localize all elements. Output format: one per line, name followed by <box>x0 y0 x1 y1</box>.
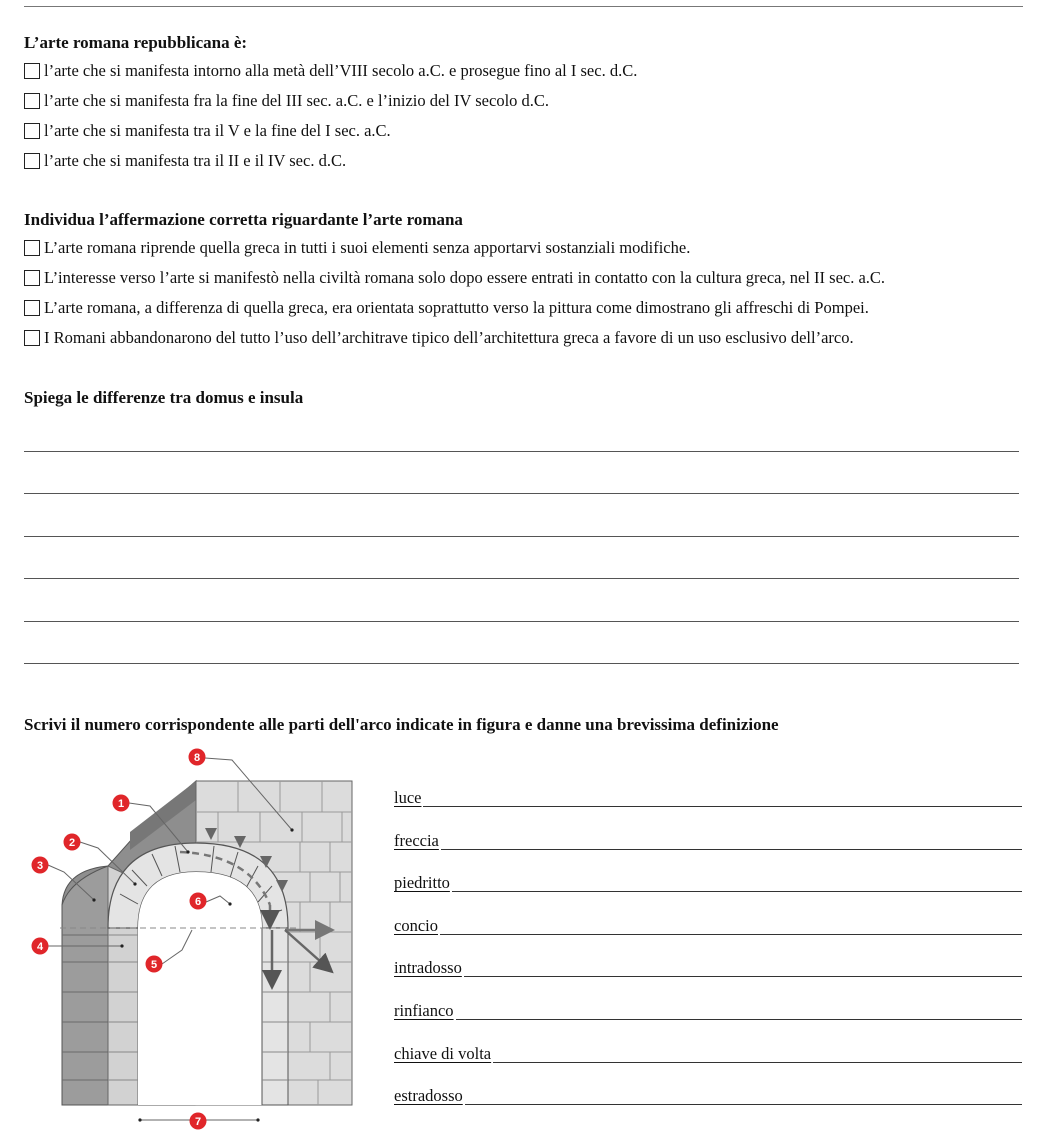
marker-1: 1 <box>117 798 125 810</box>
question-1-title: L’arte romana repubblicana è: <box>24 33 248 52</box>
marker-6: 6 <box>194 896 202 908</box>
marker-3: 3 <box>36 860 44 872</box>
part-row-intradosso[interactable]: intradosso <box>394 950 1022 993</box>
checkbox[interactable] <box>24 123 40 139</box>
answer-line[interactable] <box>24 451 1019 452</box>
checkbox[interactable] <box>24 270 40 286</box>
q1-option-4[interactable]: l’arte che si manifesta tra il II e il IV sec. d.C. <box>24 151 1027 171</box>
q1-option-3[interactable]: l’arte che si manifesta tra il V e la fine del I sec. a.C. <box>24 121 1027 141</box>
answer-line[interactable] <box>24 536 1019 537</box>
answer-line[interactable] <box>394 806 1022 807</box>
answer-line[interactable] <box>24 578 1019 579</box>
checkbox[interactable] <box>24 330 40 346</box>
question-4 <box>24 715 1027 743</box>
question-3 <box>24 388 1027 416</box>
question-3-title: Spiega le differenze tra domus e insula <box>24 388 304 407</box>
answer-line[interactable] <box>394 1104 1022 1105</box>
part-row-concio[interactable]: concio <box>394 908 1022 951</box>
answer-line[interactable] <box>394 849 1022 850</box>
marker-2: 2 <box>68 837 76 849</box>
arch-parts-list <box>394 780 1022 1121</box>
q2-option-1[interactable]: L’arte romana riprende quella greca in tutti i suoi elementi senza apportarvi sostanziali modifiche. <box>24 238 1027 258</box>
q2-option-3[interactable]: L’arte romana, a differenza di quella greca, era orientata soprattutto verso la pittura come dimostrano gli affreschi di Pompei. <box>24 298 1027 318</box>
part-row-rinfianco[interactable]: rinfianco <box>394 993 1022 1036</box>
part-row-estradosso[interactable]: estradosso <box>394 1078 1022 1121</box>
part-row-freccia[interactable]: freccia <box>394 823 1022 866</box>
answer-line[interactable] <box>24 621 1019 622</box>
checkbox[interactable] <box>24 93 40 109</box>
checkbox[interactable] <box>24 240 40 256</box>
checkbox[interactable] <box>24 153 40 169</box>
question-1 <box>24 33 1027 181</box>
q1-option-2[interactable]: l’arte che si manifesta fra la fine del III sec. a.C. e l’inizio del IV secolo d.C. <box>24 91 1027 111</box>
answer-line[interactable] <box>394 1019 1022 1020</box>
part-row-chiave-di-volta[interactable]: chiave di volta <box>394 1036 1022 1079</box>
marker-4: 4 <box>36 941 44 953</box>
answer-line[interactable] <box>24 663 1019 664</box>
answer-line[interactable] <box>394 934 1022 935</box>
answer-line[interactable] <box>394 891 1022 892</box>
checkbox[interactable] <box>24 300 40 316</box>
part-row-luce[interactable]: luce <box>394 780 1022 823</box>
answer-line[interactable] <box>24 493 1019 494</box>
part-row-piedritto[interactable]: piedritto <box>394 865 1022 908</box>
marker-7: 7 <box>194 1116 202 1128</box>
answer-line[interactable] <box>394 976 1022 977</box>
checkbox[interactable] <box>24 63 40 79</box>
marker-8: 8 <box>193 752 201 764</box>
question-2-title: Individua l’affermazione corretta riguardante l’arte romana <box>24 210 463 229</box>
q2-option-2[interactable]: L’interesse verso l’arte si manifestò nella civiltà romana solo dopo essere entrati in contatto con la cultura greca, nel II sec. a.C. <box>24 268 1027 288</box>
question-4-title: Scrivi il numero corrispondente alle parti dell'arco indicate in figura e danne una brevissima definizione <box>24 715 779 734</box>
arch-figure <box>0 740 370 1137</box>
question-2 <box>24 210 1027 358</box>
q1-option-1[interactable]: l’arte che si manifesta intorno alla metà dell’VIII secolo a.C. e prosegue fino al I sec. d.C. <box>24 61 1027 81</box>
q2-option-4[interactable]: I Romani abbandonarono del tutto l’uso dell’architrave tipico dell’architettura greca a favore di un uso esclusivo dell’arco. <box>24 328 1027 348</box>
marker-5: 5 <box>150 959 158 971</box>
top-rule <box>24 6 1023 7</box>
